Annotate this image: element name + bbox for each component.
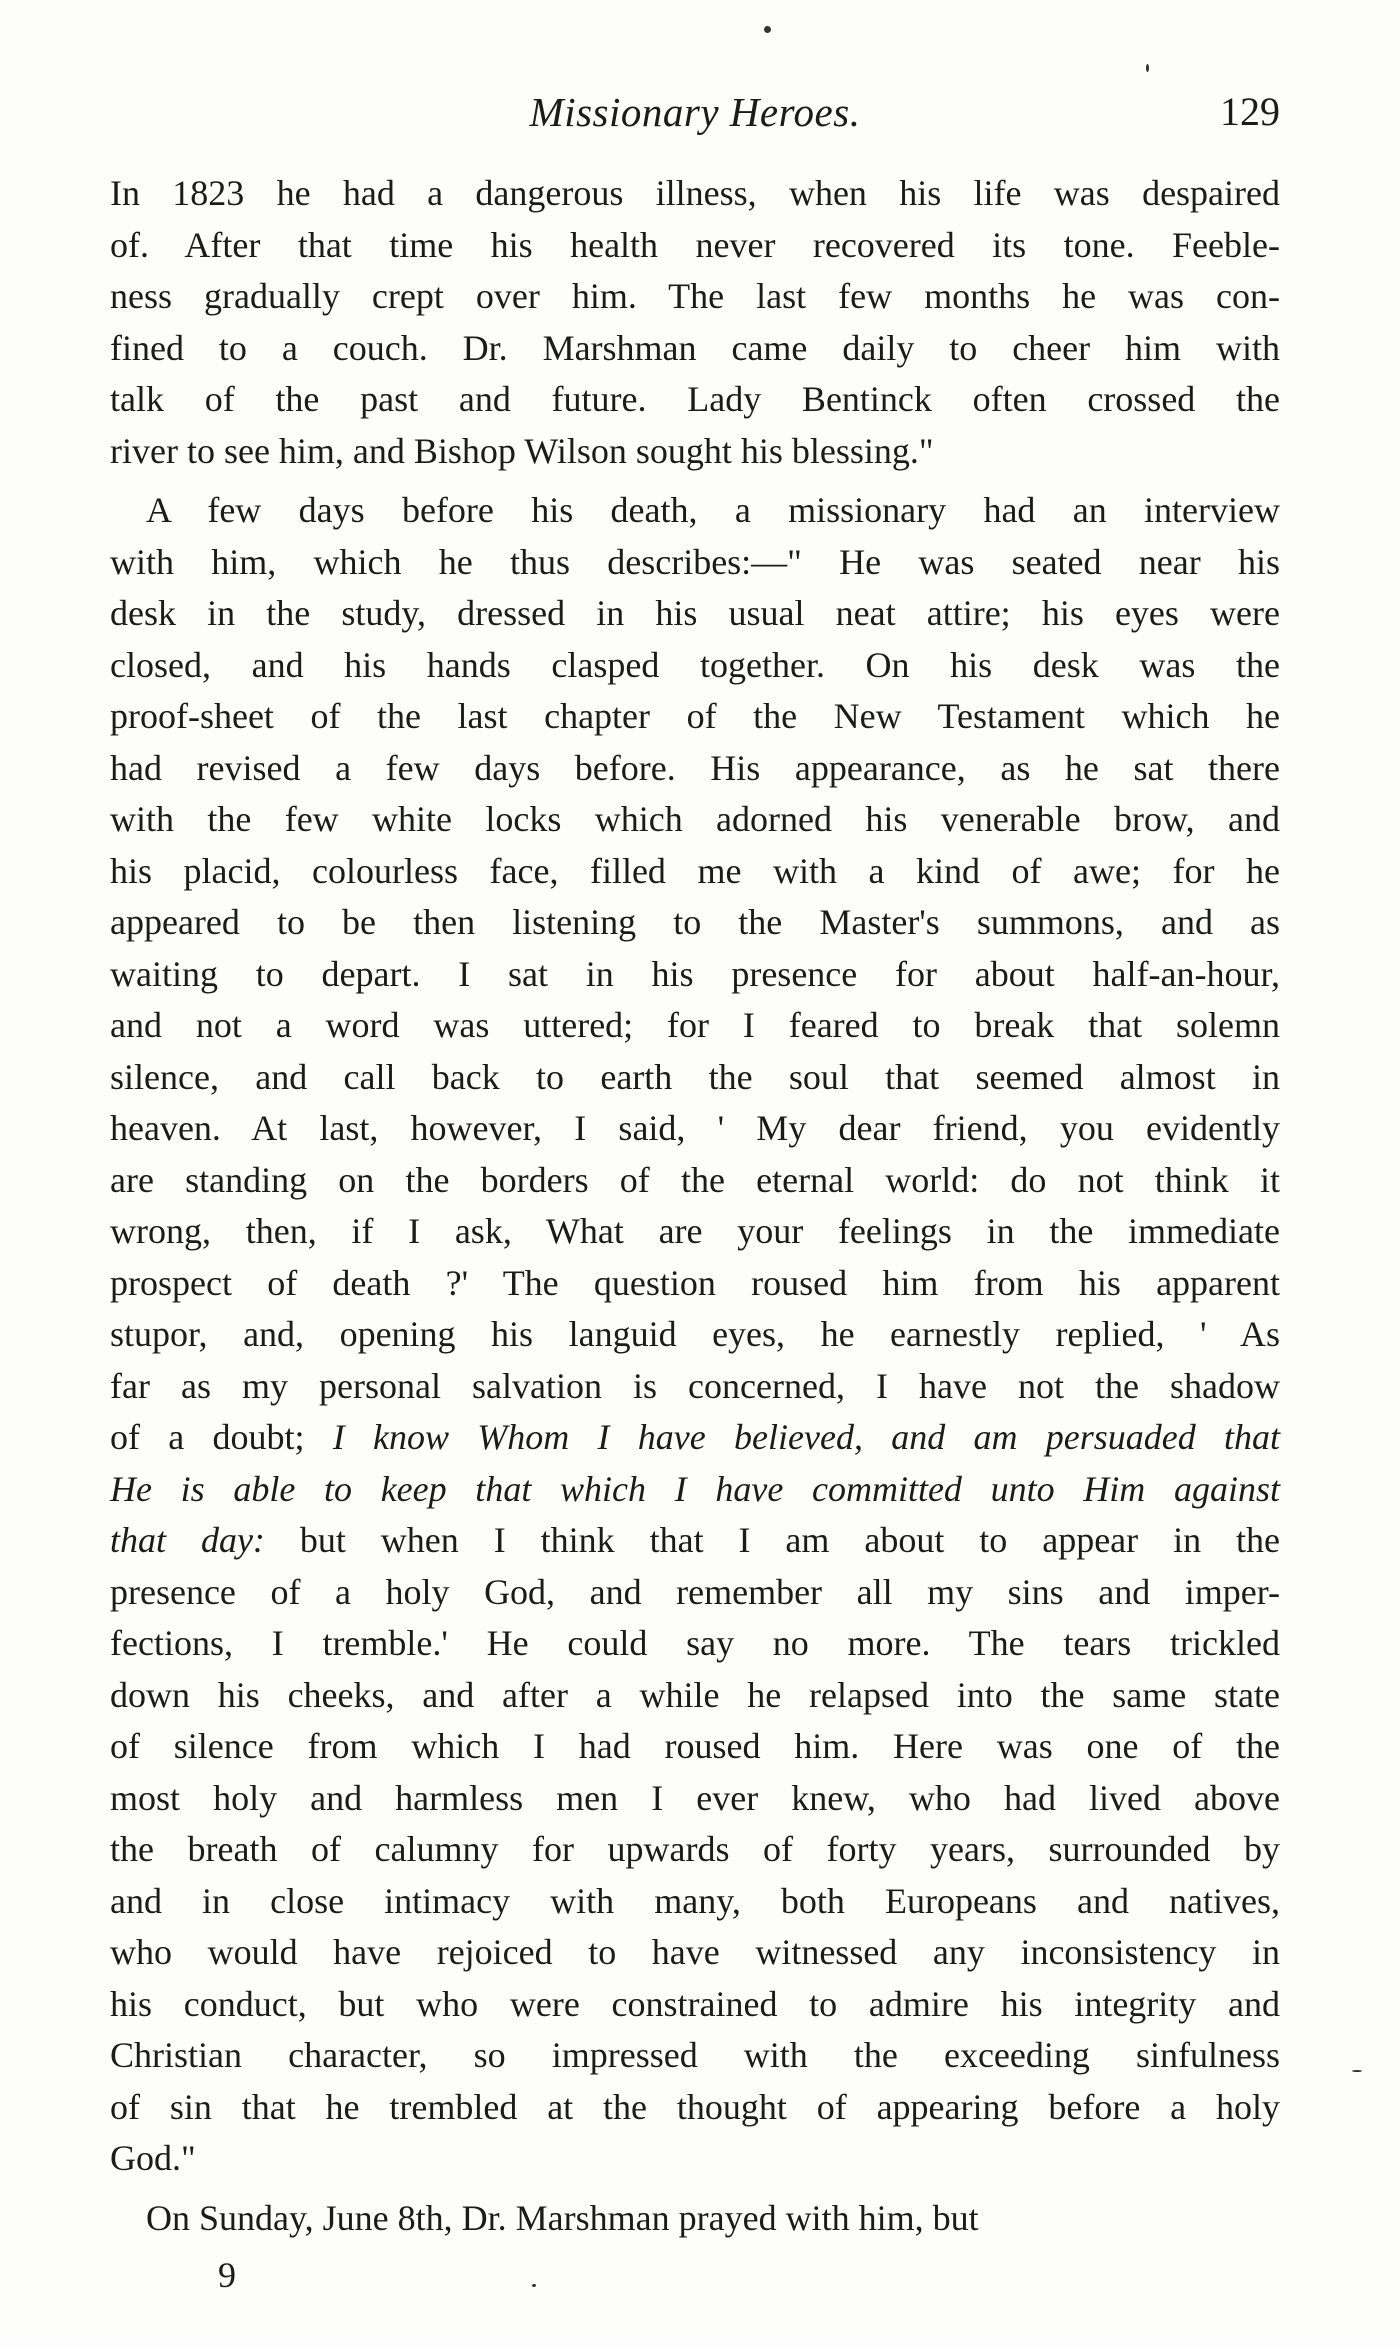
text-line: talk of the past and future. Lady Bentinck often crossed the — [110, 379, 1280, 419]
text-line: prospect of death ?' The question roused him from his apparent — [110, 1262, 1280, 1303]
text-line: river to see him, and Bishop Wilson sought his blessing." — [110, 430, 934, 471]
text-line: presence of a holy God, and remember all my sins and imper- — [110, 1571, 1280, 1612]
text-line: proof-sheet of the last chapter of the New Testament which he — [110, 696, 1280, 736]
text-line: of sin that he trembled at the thought of appearing before a holy — [110, 2086, 1280, 2127]
text-line: waiting to depart. I sat in his presence for about half-an-hour, — [110, 953, 1280, 994]
running-title: Missionary Heroes. — [529, 89, 861, 135]
body-text — [110, 168, 1280, 2244]
text-line: He is able to keep that which I have committed unto Him against — [110, 1468, 1280, 1509]
text-line: closed, and his hands clasped together. On his desk was the — [110, 644, 1280, 685]
text-line: the breath of calumny for upwards of forty years, surrounded by — [110, 1829, 1280, 1869]
text-line: far as my personal salvation is concerned, I have not the shadow — [110, 1365, 1280, 1406]
text-line: On Sunday, June 8th, Dr. Marshman prayed with him, but — [146, 2197, 979, 2238]
running-header — [110, 82, 1280, 142]
text-line: had revised a few days before. His appearance, as he sat there — [110, 747, 1280, 788]
print-speck — [1146, 64, 1149, 72]
text-line: ness gradually crept over him. The last few months he was con- — [110, 276, 1280, 316]
text-line: that day: but when I think that I am about to appear in the — [110, 1520, 1280, 1560]
print-speck — [764, 26, 771, 33]
text-line: and not a word was uttered; for I feared to break that solemn — [110, 1005, 1280, 1045]
text-line: fined to a couch. Dr. Marshman came daily to cheer him with — [110, 327, 1280, 368]
print-speck — [1352, 2070, 1362, 2072]
text-line: silence, and call back to earth the soul that seemed almost in — [110, 1056, 1280, 1097]
text-line: down his cheeks, and after a while he relapsed into the same state — [110, 1674, 1280, 1715]
text-line: with him, which he thus describes:—" He was seated near his — [110, 541, 1280, 582]
paragraph — [110, 2193, 1280, 2245]
text-line: appeared to be then listening to the Master's summons, and as — [110, 902, 1280, 942]
paragraph — [110, 168, 1280, 477]
text-line: heaven. At last, however, I said, ' My dear friend, you evidently — [110, 1108, 1280, 1148]
text-line: are standing on the borders of the eternal world: do not think it — [110, 1159, 1280, 1200]
text-line: wrong, then, if I ask, What are your feelings in the immediate — [110, 1211, 1280, 1251]
text-line: desk in the study, dressed in his usual neat attire; his eyes were — [110, 593, 1280, 633]
text-line: and in close intimacy with many, both Europeans and natives, — [110, 1880, 1280, 1921]
text-line: stupor, and, opening his languid eyes, he earnestly replied, ' As — [110, 1314, 1280, 1354]
text-line: with the few white locks which adorned his venerable brow, and — [110, 799, 1280, 839]
text-line: In 1823 he had a dangerous illness, when his life was despaired — [110, 173, 1280, 213]
text-line: Christian character, so impressed with the exceeding sinfulness — [110, 2035, 1280, 2075]
text-line: of a doubt; I know Whom I have believed, and am persuaded that — [110, 1417, 1280, 1457]
signature-mark: 9 — [218, 2255, 236, 2295]
text-line: A few days before his death, a missionary had an interview — [146, 490, 1280, 530]
page-number: 129 — [1220, 89, 1280, 134]
text-line: fections, I tremble.' He could say no more. The tears trickled — [110, 1623, 1280, 1663]
text-line: his conduct, but who were constrained to admire his integrity and — [110, 1983, 1280, 2024]
text-line: God." — [110, 2138, 196, 2178]
paragraph — [110, 485, 1280, 2185]
text-line: most holy and harmless men I ever knew, who had lived above — [110, 1777, 1280, 1818]
text-line: of. After that time his health never recovered its tone. Feeble- — [110, 224, 1280, 265]
text-line: his placid, colourless face, filled me with a kind of awe; for he — [110, 850, 1280, 891]
text-line: of silence from which I had roused him. Here was one of the — [110, 1726, 1280, 1766]
print-speck — [532, 2284, 536, 2287]
text-line: who would have rejoiced to have witnessed any inconsistency in — [110, 1932, 1280, 1972]
